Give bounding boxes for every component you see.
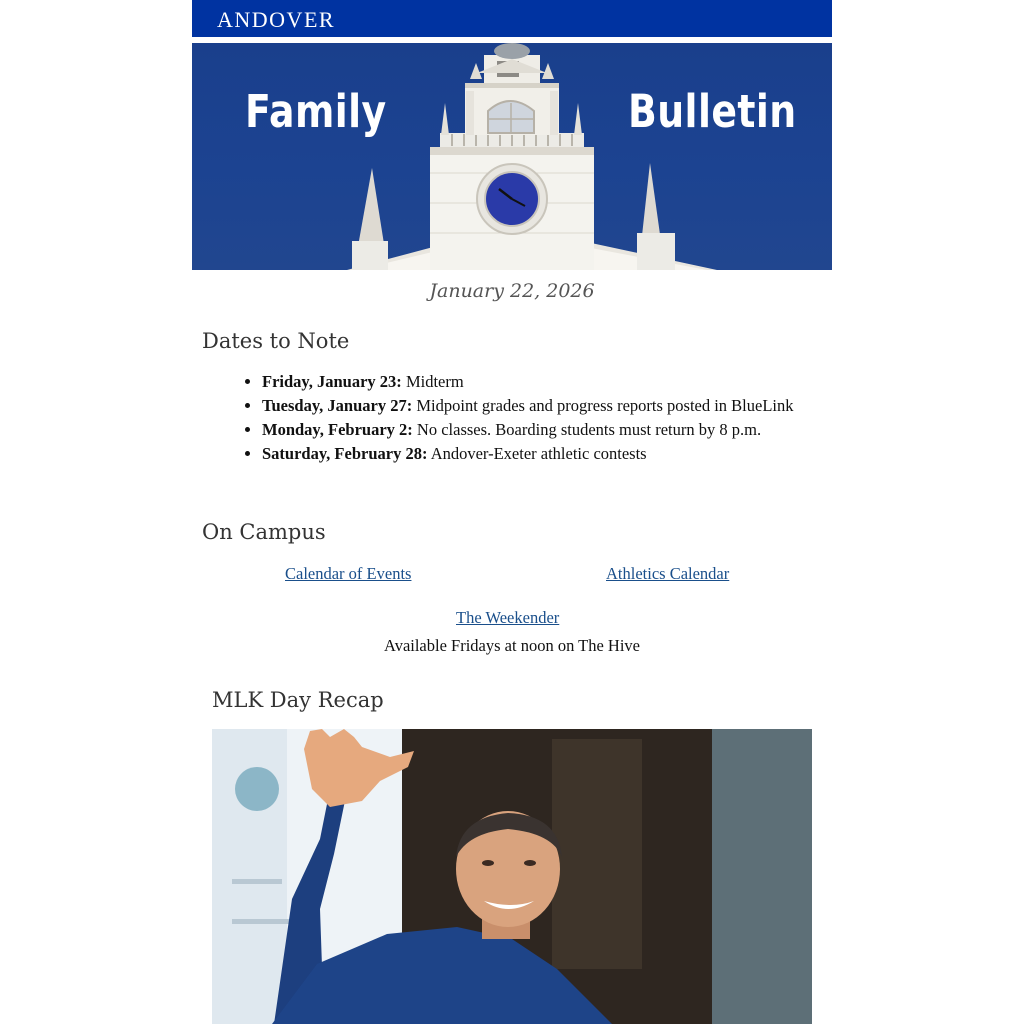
clock-tower-image: [192, 43, 832, 270]
weekender-link[interactable]: The Weekender: [456, 608, 560, 627]
mlk-heading: MLK Day Recap: [212, 688, 384, 712]
hero-banner: [192, 43, 832, 270]
date-label: Monday, February 2:: [262, 420, 413, 439]
date-text: Andover-Exeter athletic contests: [430, 444, 647, 463]
list-item: [262, 394, 832, 418]
andover-wordmark: ANDOVER: [217, 7, 336, 32]
hero-title-family: Family: [245, 85, 387, 138]
athletics-calendar-link[interactable]: Athletics Calendar: [606, 564, 730, 583]
list-item: [262, 370, 832, 394]
on-campus-heading: On Campus: [202, 520, 326, 544]
date-text: No classes. Boarding students must return by 8 p.m.: [416, 420, 762, 439]
dates-list: [242, 370, 832, 466]
date-label: Tuesday, January 27:: [262, 396, 413, 415]
issue-date: January 22, 2026: [429, 280, 595, 302]
date-text: Midterm: [405, 372, 464, 391]
dates-to-note-heading: Dates to Note: [202, 329, 350, 353]
date-label: Friday, January 23:: [262, 372, 402, 391]
hero-title-bulletin: Bulletin: [628, 85, 797, 138]
waving-speaker-image: [212, 729, 812, 1024]
date-text: Midpoint grades and progress reports posted in BlueLink: [416, 396, 794, 415]
weekender-note: Available Fridays at noon on The Hive: [384, 636, 640, 655]
top-bar: [192, 0, 832, 37]
list-item: [262, 442, 832, 466]
list-item: [262, 418, 832, 442]
date-label: Saturday, February 28:: [262, 444, 428, 463]
mlk-photo: [212, 729, 812, 1024]
calendar-of-events-link[interactable]: Calendar of Events: [285, 564, 412, 583]
